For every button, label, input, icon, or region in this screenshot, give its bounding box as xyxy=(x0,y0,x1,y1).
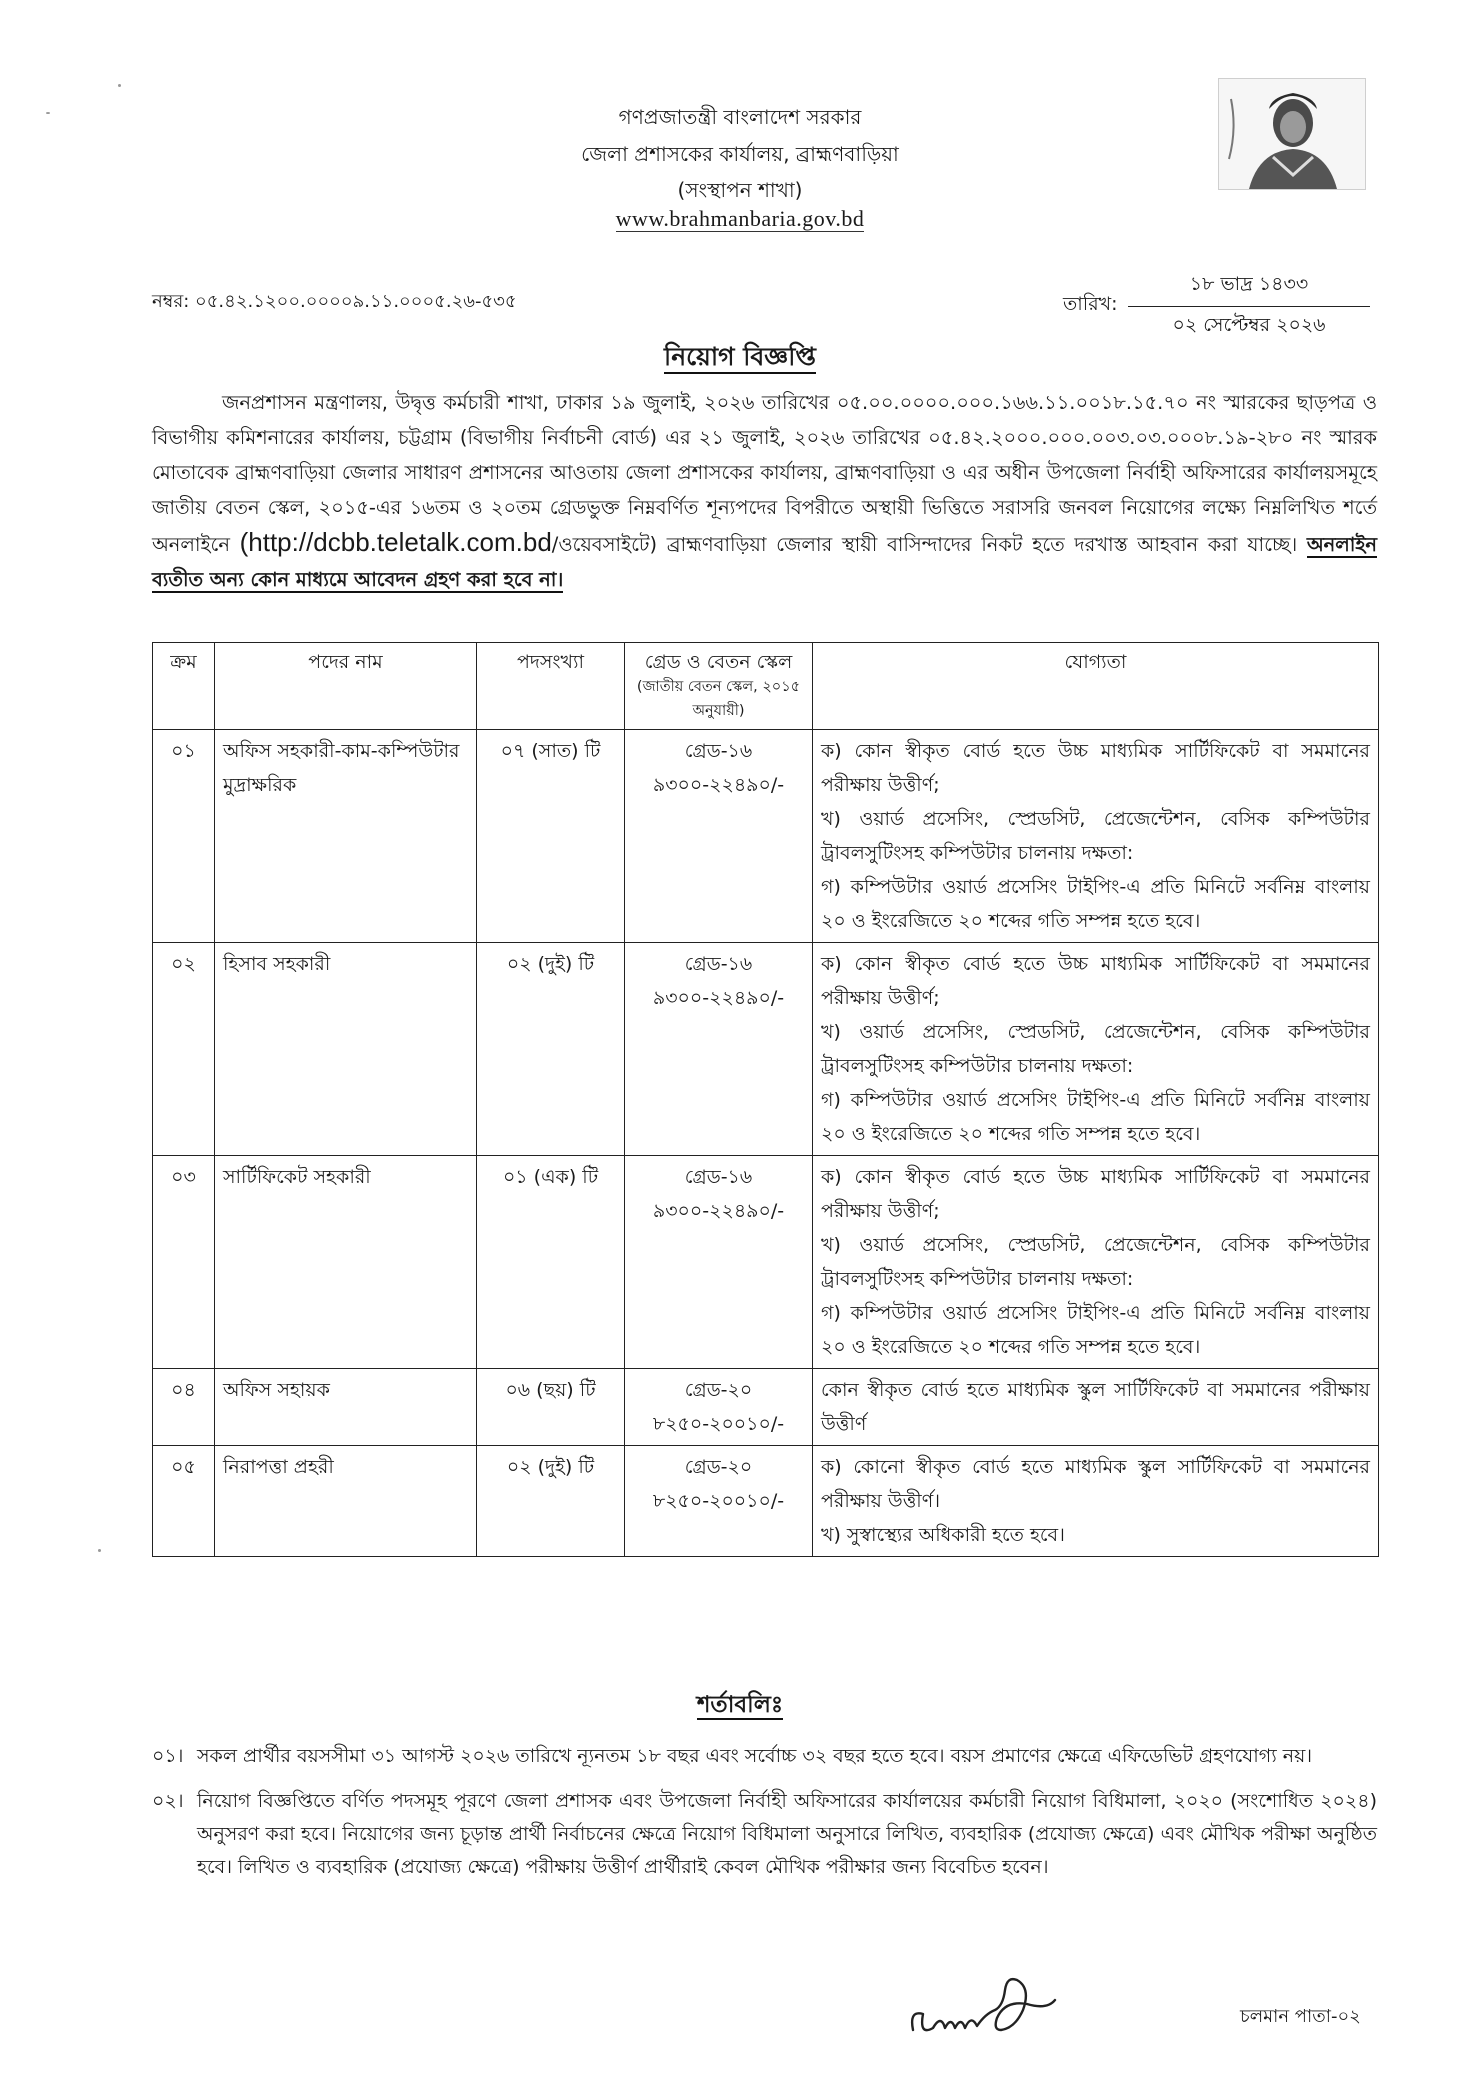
header-website-link[interactable]: www.brahmanbaria.gov.bd xyxy=(615,206,865,231)
date-bangla: ১৮ ভাদ্র ১৪৩৩ xyxy=(1128,270,1370,307)
row-post-name: হিসাব সহকারী xyxy=(215,943,477,1156)
condition-item xyxy=(152,1785,1377,1884)
header-grade-note: (জাতীয় বেতন স্কেল, ২০১৫ অনুযায়ী) xyxy=(636,679,801,719)
row-grade: গ্রেড-১৬ xyxy=(684,1166,753,1188)
table-row xyxy=(153,1156,1379,1369)
condition-item xyxy=(152,1740,1377,1773)
header-serial: ক্রম xyxy=(153,643,215,730)
teletalk-link[interactable]: http://dcbb.teletalk.com.bd xyxy=(248,527,552,557)
signature-icon xyxy=(905,1970,1075,2050)
qualification-item: ক) কোনো স্বীকৃত বোর্ড হতে মাধ্যমিক স্কুল সার্টিফিকেট বা সমমানের পরীক্ষায় উত্তীর্ণ। xyxy=(821,1456,1370,1512)
qualification-item: ক) কোন স্বীকৃত বোর্ড হতে উচ্চ মাধ্যমিক সার্টিফিকেট বা সমমানের পরীক্ষায় উত্তীর্ণ; xyxy=(821,1166,1370,1222)
condition-number: ০১। xyxy=(152,1745,184,1767)
row-pay-scale: ৯৩০০-২২৪৯০/- xyxy=(652,1200,785,1222)
header-branch: (সংস্থাপন শাখা) xyxy=(677,178,803,202)
row-pay-scale: ৮২৫০-২০০১০/- xyxy=(652,1490,785,1512)
scan-speck xyxy=(98,1549,101,1552)
notice-title: নিয়োগ বিজ্ঞপ্তি xyxy=(664,342,816,374)
date-label: তারিখ: xyxy=(1063,293,1118,315)
continued-page-note: চলমান পাতা-০২ xyxy=(1240,2006,1361,2027)
row-qualification xyxy=(813,1446,1379,1557)
row-grade-cell xyxy=(625,1156,813,1369)
row-post-count: ০৬ (ছয়) টি xyxy=(477,1369,625,1446)
header-post-name: পদের নাম xyxy=(215,643,477,730)
row-serial: ০৩ xyxy=(153,1156,215,1369)
qualification-item: কোন স্বীকৃত বোর্ড হতে মাধ্যমিক স্কুল সার্টিফিকেট বা সমমানের পরীক্ষায় উত্তীর্ণ xyxy=(821,1379,1370,1435)
row-grade-cell xyxy=(625,1446,813,1557)
row-grade: গ্রেড-২০ xyxy=(684,1456,753,1478)
row-grade: গ্রেড-১৬ xyxy=(684,740,753,762)
condition-text: সকল প্রার্থীর বয়সসীমা ৩১ আগস্ট ২০২৬ তারিখে ন্যূনতম ১৮ বছর এবং সর্বোচ্চ ৩২ বছর হতে হবে। বয়স প্রমাণের ক্ষেত্রে এফিডেভিট গ্রহণযোগ্য নয়। xyxy=(197,1745,1313,1767)
row-qualification xyxy=(813,943,1379,1156)
table-row xyxy=(153,943,1379,1156)
header-government: গণপ্রজাতন্ত্রী বাংলাদেশ সরকার xyxy=(618,105,862,129)
row-qualification xyxy=(813,1156,1379,1369)
row-post-name: অফিস সহকারী-কাম-কম্পিউটার মুদ্রাক্ষরিক xyxy=(215,730,477,943)
intro-text-after-url: /ওয়েবসাইটে) ব্রাহ্মণবাড়িয়া জেলার স্থায়ী বাসিন্দাদের নিকট হতে দরখাস্ত আহবান করা যাচ্ছে। xyxy=(551,533,1307,556)
row-pay-scale: ৮২৫০-২০০১০/- xyxy=(652,1413,785,1435)
row-serial: ০১ xyxy=(153,730,215,943)
condition-number: ০২। xyxy=(152,1790,184,1812)
header-office: জেলা প্রশাসকের কার্যালয়, ব্রাহ্মণবাড়িয়া xyxy=(581,142,899,166)
row-grade-cell xyxy=(625,943,813,1156)
table-row xyxy=(153,1369,1379,1446)
row-post-count: ০২ (দুই) টি xyxy=(477,1446,625,1557)
qualification-item: খ) ওয়ার্ড প্রসেসিং, স্প্রেডসিট, প্রেজেন্টেশন, বেসিক কম্পিউটার ট্রাবলসুটিংসহ কম্পিউটার চালনায় দক্ষতা: xyxy=(821,1234,1370,1290)
qualification-item: গ) কম্পিউটার ওয়ার্ড প্রসেসিং টাইপিং-এ প্রতি মিনিটে সর্বনিম্ন বাংলায় ২০ ও ইংরেজিতে ২০ শব্দের গতি সম্পন্ন হতে হবে। xyxy=(821,1089,1370,1145)
url-open-paren: ( xyxy=(239,527,249,557)
qualification-item: ক) কোন স্বীকৃত বোর্ড হতে উচ্চ মাধ্যমিক সার্টিফিকেট বা সমমানের পরীক্ষায় উত্তীর্ণ; xyxy=(821,740,1370,796)
row-grade-cell xyxy=(625,1369,813,1446)
row-post-count: ০২ (দুই) টি xyxy=(477,943,625,1156)
portrait-icon xyxy=(1219,79,1365,189)
posts-table xyxy=(152,642,1379,1557)
conditions-list xyxy=(152,1740,1377,1896)
table-row xyxy=(153,1446,1379,1557)
intro-paragraph xyxy=(152,385,1377,597)
row-pay-scale: ৯৩০০-২২৪৯০/- xyxy=(652,774,785,796)
row-post-name: নিরাপত্তা প্রহরী xyxy=(215,1446,477,1557)
header-post-count: পদসংখ্যা xyxy=(477,643,625,730)
row-post-name: অফিস সহায়ক xyxy=(215,1369,477,1446)
row-qualification xyxy=(813,730,1379,943)
condition-text: নিয়োগ বিজ্ঞপ্তিতে বর্ণিত পদসমূহ পূরণে জেলা প্রশাসক এবং উপজেলা নির্বাহী অফিসারের কার্যালয়ের কর্মচারী নিয়োগ বিধিমালা, ২০২০ (সংশোধিত ২০২৪) অনুসরণ করা হবে। নিয়োগের জন্য চূড়ান্ত প্রার্থী নির্বাচনের ক্ষেত্রে নিয়োগ বিধিমালা অনুসারে লিখিত, ব্যবহারিক (প্রযোজ্য ক্ষেত্রে) এবং মৌখিক পরীক্ষা অনুষ্ঠিত হবে। লিখিত ও ব্যবহারিক (প্রযোজ্য ক্ষেত্রে) পরীক্ষায় উত্তীর্ণ প্রার্থীরাই কেবল মৌখিক পরীক্ষার জন্য বিবেচিত হবেন। xyxy=(197,1790,1377,1878)
table-header-row xyxy=(153,643,1379,730)
qualification-item: খ) ওয়ার্ড প্রসেসিং, স্প্রেডসিট, প্রেজেন্টেশন, বেসিক কম্পিউটার ট্রাবলসুটিংসহ কম্পিউটার চালনায় দক্ষতা: xyxy=(821,808,1370,864)
table-row xyxy=(153,730,1379,943)
online-only-notice: অনলাইন ব্যতীত অন্য কোন মাধ্যমে আবেদন গ্রহণ করা হবে না। xyxy=(152,533,1377,591)
memo-number: নম্বর: ০৫.৪২.১২০০.০০০০৯.১১.০০০৫.২৬-৫৩৫ xyxy=(152,291,517,312)
portrait-image xyxy=(1218,78,1366,190)
date-block xyxy=(1128,270,1370,343)
qualification-item: গ) কম্পিউটার ওয়ার্ড প্রসেসিং টাইপিং-এ প্রতি মিনিটে সর্বনিম্ন বাংলায় ২০ ও ইংরেজিতে ২০ শব্দের গতি সম্পন্ন হতে হবে। xyxy=(821,876,1370,932)
intro-text: জনপ্রশাসন মন্ত্রণালয়, উদ্বৃত্ত কর্মচারী শাখা, ঢাকার ১৯ জুলাই, ২০২৬ তারিখের ০৫.০০.০০০০.০০০.১৬৬.১১.০০১৮.১৫.৭০ নং স্মারকের ছাড়পত্র ও বিভাগীয় কমিশনারের কার্যালয়, চট্টগ্রাম (বিভাগীয় নির্বাচনী বোর্ড) এর ২১ জুলাই, ২০২৬ তারিখের ০৫.৪২.২০০০.০০০.০০৩.০৩.০০০৮.১৯-২৮০ নং স্মারক মোতাবেক ব্রাহ্মণবাড়িয়া জেলার সাধারণ প্রশাসনের আওতায় জেলা প্রশাসকের কার্যালয়, ব্রাহ্মণবাড়িয়া ও এর অধীন উপজেলা নির্বাহী অফিসারের কার্যালয়সমূহে জাতীয় বেতন স্কেল, ২০১৫-এর ১৬তম ও ২০তম গ্রেডভুক্ত নিম্নবর্ণিত শূন্যপদের বিপরীতে অস্থায়ী ভিত্তিতে সরাসরি জনবল নিয়োগের লক্ষ্যে নিম্নলিখিত শর্তে অনলাইনে xyxy=(152,391,1377,556)
row-serial: ০৪ xyxy=(153,1369,215,1446)
qualification-item: ক) কোন স্বীকৃত বোর্ড হতে উচ্চ মাধ্যমিক সার্টিফিকেট বা সমমানের পরীক্ষায় উত্তীর্ণ; xyxy=(821,953,1370,1009)
scan-speck xyxy=(118,84,121,87)
date-english: ০২ সেপ্টেম্বর ২০২৬ xyxy=(1172,314,1326,336)
row-grade: গ্রেড-২০ xyxy=(684,1379,753,1401)
row-grade-cell xyxy=(625,730,813,943)
row-serial: ০৫ xyxy=(153,1446,215,1557)
row-post-name: সার্টিফিকেট সহকারী xyxy=(215,1156,477,1369)
row-serial: ০২ xyxy=(153,943,215,1156)
conditions-title: শর্তাবলিঃ xyxy=(696,1692,784,1718)
header-qualification: যোগ্যতা xyxy=(813,643,1379,730)
header-grade xyxy=(625,643,813,730)
qualification-item: খ) ওয়ার্ড প্রসেসিং, স্প্রেডসিট, প্রেজেন্টেশন, বেসিক কম্পিউটার ট্রাবলসুটিংসহ কম্পিউটার চালনায় দক্ষতা: xyxy=(821,1021,1370,1077)
row-post-count: ০৭ (সাত) টি xyxy=(477,730,625,943)
header-grade-label: গ্রেড ও বেতন স্কেল xyxy=(644,651,793,673)
row-qualification xyxy=(813,1369,1379,1446)
row-grade: গ্রেড-১৬ xyxy=(684,953,753,975)
row-pay-scale: ৯৩০০-২২৪৯০/- xyxy=(652,987,785,1009)
qualification-item: খ) সুস্বাস্থ্যের অধিকারী হতে হবে। xyxy=(821,1524,1065,1546)
row-post-count: ০১ (এক) টি xyxy=(477,1156,625,1369)
qualification-item: গ) কম্পিউটার ওয়ার্ড প্রসেসিং টাইপিং-এ প্রতি মিনিটে সর্বনিম্ন বাংলায় ২০ ও ইংরেজিতে ২০ শব্দের গতি সম্পন্ন হতে হবে। xyxy=(821,1302,1370,1358)
